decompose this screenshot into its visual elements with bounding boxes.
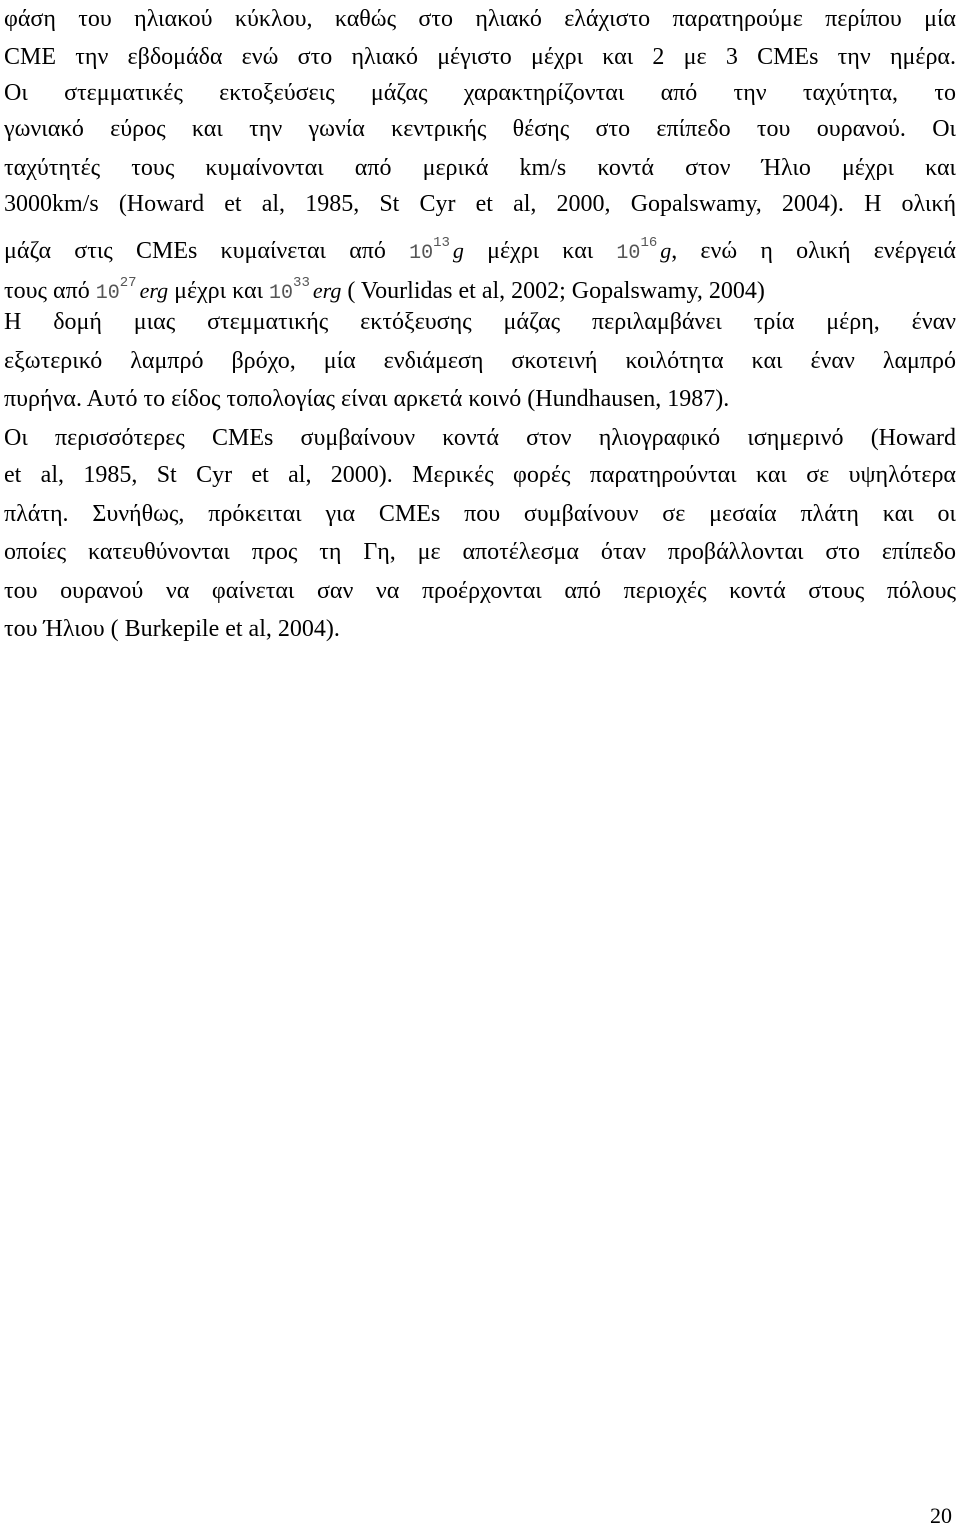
- text-fragment: , ενώ η ολική ενέργειά: [671, 238, 957, 264]
- text-fragment: τους από: [4, 278, 90, 304]
- math-base: 10: [95, 282, 120, 305]
- text-fragment: μέχρι και: [174, 278, 264, 304]
- energy-range-line: [4, 268, 956, 309]
- math-base: 10: [409, 242, 434, 265]
- math-exponent: 16: [640, 235, 658, 251]
- math-expression: [616, 235, 672, 265]
- math-exponent: 33: [293, 275, 310, 291]
- math-unit: erg: [312, 278, 342, 303]
- math-unit: g: [660, 238, 672, 263]
- text-fragment: μάζα στις CMEs κυμαίνεται από: [4, 238, 386, 264]
- text-line: Η δομή μιας στεμματικής εκτόξευσης μάζας περιλαμβάνει τρία μέρη, έναν: [4, 309, 956, 335]
- text-line: οποίες κατευθύνονται προς τη Γη, με αποτέλεσμα όταν προβάλλονται στο επίπεδο: [4, 539, 956, 565]
- math-expression: [409, 235, 464, 265]
- text-line: CME την εβδομάδα ενώ στο ηλιακό μέγιστο μέχρι και 2 με 3 CMEs την ημέρα.: [4, 44, 956, 70]
- text-line: εξωτερικό λαμπρό βρόχο, μία ενδιάμεση σκοτεινή κοιλότητα και έναν λαμπρό: [4, 348, 956, 374]
- text-line: του ουρανού να φαίνεται σαν να προέρχονται από περιοχές κοντά στους πόλους: [4, 578, 956, 604]
- text-line: γωνιακό εύρος και την γωνία κεντρικής θέσης στο επίπεδο του ουρανού. Οι: [4, 116, 956, 142]
- math-exponent: 27: [119, 275, 137, 291]
- text-line: 3000km/s (Howard et al, 1985, St Cyr et al, 2000, Gopalswamy, 2004). Η ολική: [4, 191, 956, 217]
- math-unit: erg: [139, 278, 169, 303]
- math-expression: [95, 275, 169, 305]
- text-line: ταχύτητές τους κυμαίνονται από μερικά km/s κοντά στον Ήλιο μέχρι και: [4, 155, 956, 181]
- text-fragment: μέχρι και: [487, 238, 594, 264]
- mass-range-line: [4, 228, 956, 269]
- math-base: 10: [269, 282, 294, 305]
- text-fragment: ( Vourlidas et al, 2002; Gopalswamy, 2004): [347, 278, 765, 304]
- text-line: πυρήνα. Αυτό το είδος τοπολογίας είναι αρκετά κοινό (Hundhausen, 1987).: [4, 386, 730, 412]
- math-exponent: 13: [433, 235, 450, 251]
- text-line: et al, 1985, St Cyr et al, 2000). Μερικές φορές παρατηρούνται και σε υψηλότερα: [4, 462, 956, 488]
- text-line: Οι περισσότερες CMEs συμβαίνουν κοντά στον ηλιογραφικό ισημερινό (Howard: [4, 425, 956, 451]
- text-line: του Ήλιου ( Burkepile et al, 2004).: [4, 616, 340, 642]
- page-number: 20: [930, 1503, 952, 1528]
- math-expression: [269, 275, 342, 305]
- text-line: Οι στεμματικές εκτοξεύσεις μάζας χαρακτηρίζονται από την ταχύτητα, το: [4, 80, 956, 106]
- math-base: 10: [616, 242, 641, 265]
- math-unit: g: [452, 238, 464, 263]
- text-line: πλάτη. Συνήθως, πρόκειται για CMEs που συμβαίνουν σε μεσαία πλάτη και οι: [4, 501, 956, 527]
- text-line: φάση του ηλιακού κύκλου, καθώς στο ηλιακό ελάχιστο παρατηρούμε περίπου μία: [4, 6, 956, 32]
